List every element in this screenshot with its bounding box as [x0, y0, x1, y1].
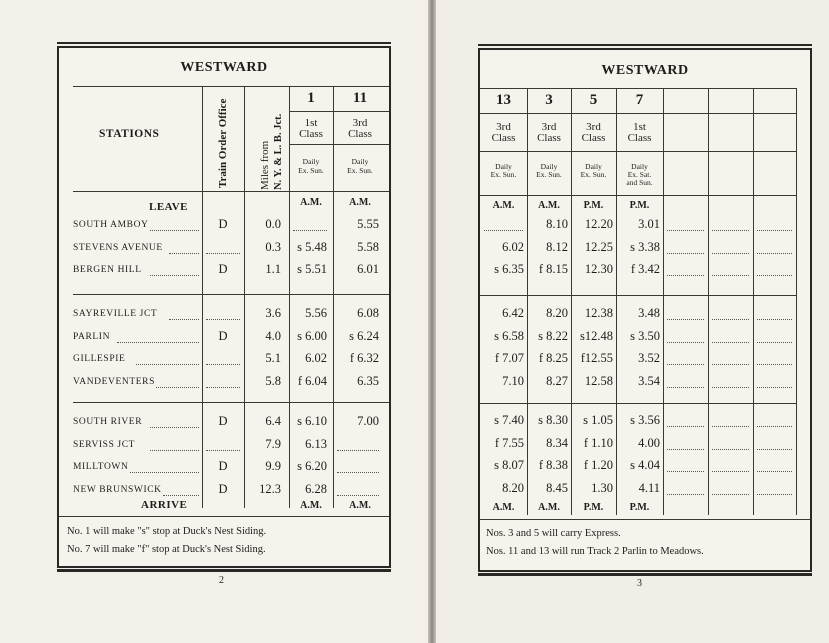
- station-name: SERVISS JCT: [73, 439, 136, 450]
- station-name: BERGEN HILL: [73, 265, 142, 275]
- time-cell: 3.52: [638, 351, 660, 365]
- dot-leader: [667, 426, 704, 427]
- column-rule: [333, 86, 334, 508]
- miles: 9.9: [265, 459, 281, 473]
- group-rule: [73, 294, 389, 295]
- dot-leader: [712, 319, 749, 320]
- dot-leader: [136, 364, 199, 365]
- arrive-ampm: P.M.: [583, 502, 604, 513]
- time-train-11: 6.35: [357, 373, 379, 388]
- time-train-11: f 6.32: [349, 351, 379, 365]
- train-class: Class: [537, 132, 561, 144]
- miles: 4.0: [265, 328, 281, 343]
- station-name: GILLESPIE: [73, 354, 126, 364]
- miles-header-2: N. Y. & L. B. Jct.: [273, 113, 284, 190]
- train-class: 1st: [304, 117, 318, 129]
- train-class: 3rd: [496, 121, 511, 133]
- header-rule: [289, 111, 389, 112]
- train-number: 11: [352, 90, 368, 106]
- right-timetable: [478, 48, 812, 572]
- dot-leader: [712, 449, 749, 450]
- train-order-office: D: [218, 262, 228, 276]
- dot-leader: [667, 342, 704, 343]
- time-cell: 8.20: [502, 480, 524, 495]
- arrive-ampm: P.M.: [629, 502, 650, 513]
- arrive-ampm: A.M.: [300, 500, 322, 511]
- header-rule: [480, 195, 796, 196]
- left-title: WESTWARD: [180, 60, 268, 75]
- column-rule: [571, 88, 572, 515]
- dot-leader: [293, 230, 327, 231]
- dot-leader: [667, 319, 704, 320]
- arrive-label: ARRIVE: [141, 499, 188, 511]
- time-train-11: s 6.24: [349, 328, 379, 343]
- train-order-office: D: [218, 328, 228, 343]
- stations-header: STATIONS: [99, 128, 160, 140]
- time-cell: 12.38: [584, 306, 613, 320]
- dot-leader: [667, 364, 704, 365]
- column-rule: [616, 88, 617, 515]
- time-cell: 6.42: [502, 306, 524, 320]
- left-page-number: 2: [219, 575, 224, 586]
- miles: 0.3: [265, 239, 281, 254]
- time-cell: f 7.07: [494, 351, 524, 365]
- station-name: SOUTH RIVER: [73, 417, 143, 427]
- dot-leader: [667, 471, 704, 472]
- notes-rule: [59, 516, 389, 517]
- miles: 12.3: [259, 481, 281, 496]
- train-days: and Sun.: [626, 178, 653, 187]
- dot-leader: [667, 494, 704, 495]
- column-rule: [708, 88, 709, 515]
- dot-leader: [150, 427, 199, 428]
- time-cell: f 8.15: [538, 262, 568, 276]
- train-number: 13: [496, 92, 511, 108]
- dot-leader: [757, 342, 792, 343]
- dot-leader: [712, 387, 749, 388]
- left-timetable: [57, 46, 391, 568]
- dot-leader: [712, 275, 749, 276]
- dot-leader: [757, 387, 792, 388]
- arrive-ampm: A.M.: [538, 502, 560, 513]
- train-days: Daily: [302, 157, 320, 166]
- time-train-1: 6.28: [305, 481, 327, 496]
- train-days: Ex. Sun.: [536, 170, 562, 179]
- dot-leader: [130, 472, 199, 473]
- time-cell: 3.01: [638, 217, 660, 231]
- time-cell: 4.00: [638, 435, 660, 450]
- time-cell: 12.58: [584, 373, 613, 388]
- column-rule: [796, 88, 797, 515]
- miles: 7.9: [265, 436, 281, 451]
- dot-leader: [150, 450, 199, 451]
- station-name: VANDEVENTERS: [73, 376, 155, 387]
- group-rule: [480, 403, 796, 404]
- time-cell: 7.10: [502, 373, 524, 388]
- leave-ampm: A.M.: [492, 200, 515, 211]
- station-name: MILLTOWN: [73, 462, 129, 472]
- time-cell: s 1.05: [583, 413, 613, 427]
- dot-leader: [163, 495, 199, 496]
- train-days: Daily: [540, 162, 558, 171]
- time-cell: f 3.42: [630, 262, 660, 276]
- time-cell: f12.55: [580, 351, 613, 365]
- time-cell: f 7.55: [494, 435, 524, 450]
- arrive-ampm: A.M.: [349, 500, 371, 511]
- time-cell: f 8.38: [538, 458, 568, 472]
- note: Nos. 3 and 5 will carry Express.: [486, 528, 621, 539]
- train-order-office: D: [218, 459, 228, 473]
- time-cell: 8.27: [546, 373, 568, 388]
- leave-ampm: P.M.: [583, 200, 604, 211]
- dot-leader: [757, 494, 792, 495]
- dot-leader: [206, 364, 240, 365]
- note: Nos. 11 and 13 will run Track 2 Parlin to Meadows.: [486, 546, 704, 557]
- dot-leader: [757, 319, 792, 320]
- right-title: WESTWARD: [601, 63, 689, 78]
- time-cell: s 4.04: [630, 458, 660, 472]
- train-number: 3: [545, 92, 553, 108]
- station-name: SAYREVILLE JCT: [73, 309, 158, 319]
- dot-leader: [667, 449, 704, 450]
- train-class: Class: [299, 128, 323, 140]
- time-cell: 6.02: [502, 239, 524, 254]
- header-rule: [289, 144, 389, 145]
- column-rule: [753, 88, 754, 515]
- time-train-1: 5.56: [305, 306, 327, 320]
- note: No. 1 will make "s" stop at Duck's Nest Siding.: [67, 526, 267, 537]
- dot-leader: [117, 342, 199, 343]
- train-days: Ex. Sun.: [580, 170, 607, 179]
- train-order-office: D: [218, 481, 228, 496]
- dot-leader: [150, 275, 199, 276]
- dot-leader: [667, 275, 704, 276]
- train-order-office: D: [218, 217, 228, 231]
- station-name: STEVENS AVENUE: [73, 242, 163, 253]
- train-class: 3rd: [352, 117, 368, 129]
- dot-leader: [712, 342, 749, 343]
- column-rule: [202, 86, 203, 508]
- dot-leader: [206, 319, 240, 320]
- time-cell: 12.20: [584, 217, 613, 231]
- dot-leader: [667, 253, 704, 254]
- train-class: Class: [581, 132, 606, 144]
- time-cell: s 3.50: [630, 328, 660, 343]
- dot-leader: [337, 450, 379, 451]
- time-cell: 8.34: [546, 435, 568, 450]
- leave-ampm: A.M.: [349, 197, 371, 208]
- time-train-1: s 5.51: [297, 262, 327, 276]
- train-days: Daily: [631, 162, 648, 171]
- time-train-1: s 6.20: [297, 459, 327, 473]
- station-name: NEW BRUNSWICK: [73, 484, 162, 495]
- train-days: Ex. Sun.: [347, 166, 373, 175]
- miles: 0.0: [265, 217, 281, 231]
- train-order-header: Train Order Office: [217, 98, 229, 188]
- dot-leader: [484, 230, 523, 231]
- time-train-11: 6.01: [357, 262, 379, 276]
- dot-leader: [712, 426, 749, 427]
- time-cell: 1.30: [591, 480, 613, 495]
- dot-leader: [757, 253, 792, 254]
- dot-leader: [757, 426, 792, 427]
- dot-leader: [206, 450, 240, 451]
- header-rule: [480, 151, 796, 152]
- train-days: Daily: [495, 162, 512, 171]
- train-days: Ex. Sun.: [298, 166, 324, 175]
- dot-leader: [712, 471, 749, 472]
- dot-leader: [712, 230, 749, 231]
- time-cell: 8.20: [546, 306, 568, 320]
- time-cell: s 6.58: [494, 328, 524, 343]
- header-rule: [480, 113, 796, 114]
- dot-leader: [206, 387, 240, 388]
- note: No. 7 will make "f" stop at Duck's Nest Siding.: [67, 544, 266, 555]
- train-days: Daily: [351, 157, 369, 166]
- dot-leader: [667, 230, 704, 231]
- train-class: 3rd: [541, 121, 557, 133]
- time-cell: 8.45: [546, 480, 568, 495]
- time-train-1: f 6.04: [297, 373, 327, 388]
- time-cell: s 8.22: [538, 328, 568, 343]
- train-days: Ex. Sun.: [490, 170, 517, 179]
- train-class: 3rd: [586, 121, 601, 133]
- time-train-1: s 6.10: [297, 414, 327, 428]
- time-cell: f 1.20: [583, 458, 613, 472]
- dot-leader: [169, 253, 199, 254]
- time-cell: s12.48: [580, 328, 613, 343]
- time-cell: 8.12: [546, 239, 568, 254]
- train-class: Class: [348, 128, 372, 140]
- book-gutter: [428, 0, 436, 643]
- time-train-11: 5.55: [357, 217, 379, 231]
- time-train-1: s 6.00: [297, 328, 327, 343]
- leave-ampm: A.M.: [538, 200, 560, 211]
- time-cell: 4.11: [638, 480, 660, 495]
- train-number: 1: [307, 90, 315, 106]
- miles: 1.1: [265, 262, 281, 276]
- train-number: 7: [635, 92, 644, 108]
- station-name: PARLIN: [73, 331, 111, 342]
- time-train-11: 7.00: [357, 414, 379, 428]
- leave-ampm: A.M.: [300, 197, 322, 208]
- time-cell: s 3.56: [630, 413, 660, 427]
- miles: 6.4: [265, 414, 281, 428]
- leave-label: LEAVE: [149, 201, 188, 213]
- time-cell: f 1.10: [583, 435, 613, 450]
- dot-leader: [757, 364, 792, 365]
- notes-rule: [480, 519, 810, 520]
- dot-leader: [667, 387, 704, 388]
- arrive-ampm: A.M.: [492, 502, 515, 513]
- time-cell: s 6.35: [494, 262, 524, 276]
- time-cell: 12.30: [584, 262, 613, 276]
- group-rule: [73, 402, 389, 403]
- time-cell: s 8.30: [538, 413, 568, 427]
- dot-leader: [712, 253, 749, 254]
- dot-leader: [206, 253, 240, 254]
- time-cell: 3.48: [638, 306, 660, 320]
- time-train-1: 6.02: [305, 351, 327, 365]
- group-rule: [480, 295, 796, 296]
- train-order-office: D: [218, 414, 228, 428]
- time-cell: 12.25: [584, 239, 613, 254]
- column-rule: [663, 88, 664, 515]
- dot-leader: [757, 230, 792, 231]
- dot-leader: [156, 387, 199, 388]
- train-days: Ex. Sat.: [627, 170, 652, 179]
- time-train-1: 6.13: [305, 436, 327, 451]
- header-rule: [73, 191, 389, 192]
- time-train-11: 6.08: [357, 306, 379, 320]
- time-cell: f 8.25: [538, 351, 568, 365]
- train-number: 5: [589, 92, 598, 108]
- miles: 5.8: [265, 373, 281, 388]
- dot-leader: [337, 472, 379, 473]
- time-cell: s 7.40: [494, 413, 524, 427]
- dot-leader: [712, 494, 749, 495]
- train-class: Class: [627, 132, 652, 144]
- miles-header-1: Miles from: [259, 140, 271, 190]
- dot-leader: [169, 319, 199, 320]
- dot-leader: [757, 471, 792, 472]
- dot-leader: [712, 364, 749, 365]
- miles: 3.6: [265, 306, 281, 320]
- right-page-number: 3: [637, 578, 642, 589]
- dot-leader: [757, 449, 792, 450]
- dot-leader: [337, 495, 379, 496]
- column-rule: [527, 88, 528, 515]
- dot-leader: [150, 230, 199, 231]
- time-train-11: 5.58: [357, 239, 379, 254]
- train-class: Class: [491, 132, 516, 144]
- time-train-1: s 5.48: [297, 239, 327, 254]
- station-name: SOUTH AMBOY: [73, 220, 149, 230]
- leave-ampm: P.M.: [629, 200, 650, 211]
- train-class: 1st: [633, 121, 646, 133]
- time-cell: 8.10: [546, 217, 568, 231]
- time-cell: s 8.07: [494, 458, 524, 472]
- miles: 5.1: [265, 351, 281, 365]
- time-cell: s 3.38: [630, 239, 660, 254]
- time-cell: 3.54: [638, 373, 660, 388]
- dot-leader: [757, 275, 792, 276]
- train-days: Daily: [585, 162, 602, 171]
